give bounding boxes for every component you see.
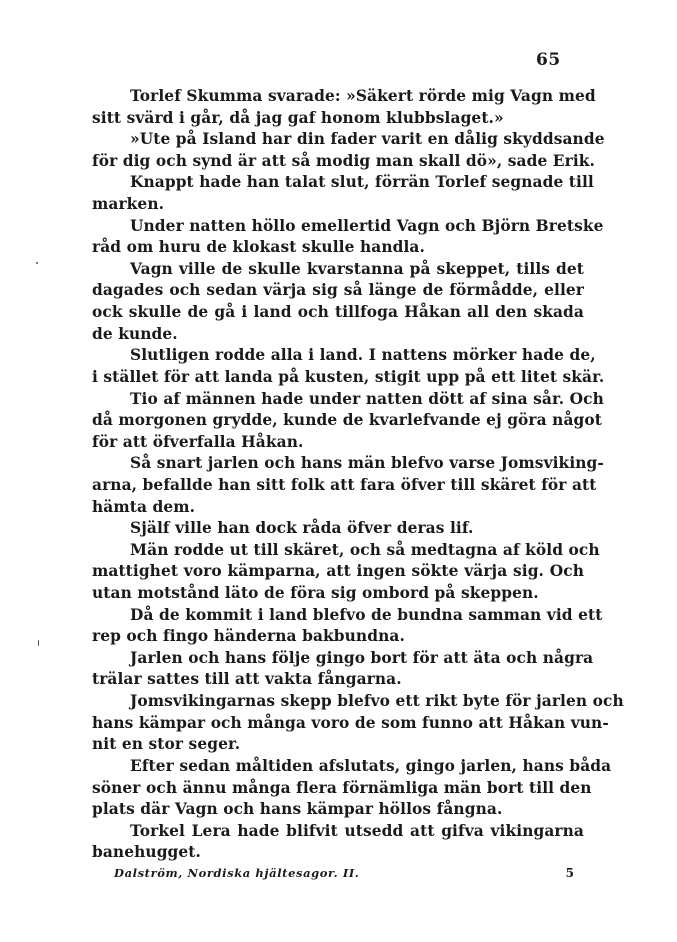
- margin-speck: [36, 262, 38, 264]
- page-footer: [114, 866, 574, 880]
- body-text: [92, 86, 624, 864]
- text-line: rep och fingo händerna bakbundna.: [92, 627, 405, 646]
- text-line: »Ute på Island har din fader varit en dålig skyddsande: [130, 130, 605, 149]
- text-line: banehugget.: [92, 843, 201, 862]
- text-line: Själf ville han dock råda öfver deras lif.: [130, 519, 474, 538]
- text-line: trälar sattes till att vakta fångarna.: [92, 670, 402, 689]
- text-line: råd om huru de klokast skulle handla.: [92, 238, 425, 257]
- text-line: Vagn ville de skulle kvarstanna på skeppet, tills det: [130, 259, 584, 278]
- text-line: Tio af männen hade under natten dött af sina sår. Och: [130, 389, 604, 408]
- text-line: marken.: [92, 195, 165, 214]
- text-line: mattighet voro kämparna, att ingen sökte värja sig. Och: [92, 562, 584, 581]
- text-line: för att öfverfalla Håkan.: [92, 432, 304, 451]
- text-line: Knappt hade han talat slut, förrän Torlef segnade till: [130, 173, 594, 192]
- signature-mark: 5: [565, 866, 574, 880]
- text-line: Jarlen och hans följe gingo bort för att äta och några: [130, 648, 594, 667]
- text-line: plats där Vagn och hans kämpar höllos fångna.: [92, 800, 503, 819]
- text-line: Efter sedan måltiden afslutats, gingo jarlen, hans båda: [130, 756, 612, 775]
- text-line: Jomsvikingarnas skepp blefvo ett rikt byte för jarlen och: [130, 692, 624, 711]
- text-line: Då de kommit i land blefvo de bundna samman vid ett: [130, 605, 603, 624]
- text-line: sitt svärd i går, då jag gaf honom klubbslaget.»: [92, 108, 504, 127]
- text-line: hans kämpar och många voro de som funno att Håkan vun-: [92, 713, 609, 732]
- text-line: i stället för att landa på kusten, stigit upp på ett litet skär.: [92, 367, 605, 386]
- text-line: Torkel Lera hade blifvit utsedd att gifva vikingarna: [130, 821, 584, 840]
- text-line: arna, befallde han sitt folk att fara öfver till skäret för att: [92, 475, 597, 494]
- text-line: Slutligen rodde alla i land. I nattens mörker hade de,: [130, 346, 596, 365]
- text-line: de kunde.: [92, 324, 178, 343]
- text-line: ock skulle de gå i land och tillfoga Håkan all den skada: [92, 303, 584, 322]
- text-line: nit en stor seger.: [92, 735, 241, 754]
- page-number: 65: [536, 50, 561, 70]
- text-line: Så snart jarlen och hans män blefvo varse Jomsviking-: [130, 454, 604, 473]
- margin-speck: [38, 640, 39, 646]
- text-line: Under natten höllo emellertid Vagn och Björn Bretske: [130, 216, 604, 235]
- text-line: dagades och sedan värja sig så länge de förmådde, eller: [92, 281, 584, 300]
- text-line: då morgonen grydde, kunde de kvarlefvande ej göra något: [92, 411, 602, 430]
- text-line: Torlef Skumma svarade: »Säkert rörde mig Vagn med: [130, 87, 596, 105]
- text-line: för dig och synd är att så modig man skall dö», sade Erik.: [92, 151, 596, 170]
- text-line: Män rodde ut till skäret, och så medtagna af köld och: [130, 540, 600, 559]
- text-line: hämta dem.: [92, 497, 196, 516]
- text-line: söner och ännu många flera förnämliga män bort till den: [92, 778, 592, 797]
- text-line: utan motstånd läto de föra sig ombord på skeppen.: [92, 584, 539, 603]
- footer-citation: Dalström, Nordiska hjältesagor. II.: [114, 866, 360, 880]
